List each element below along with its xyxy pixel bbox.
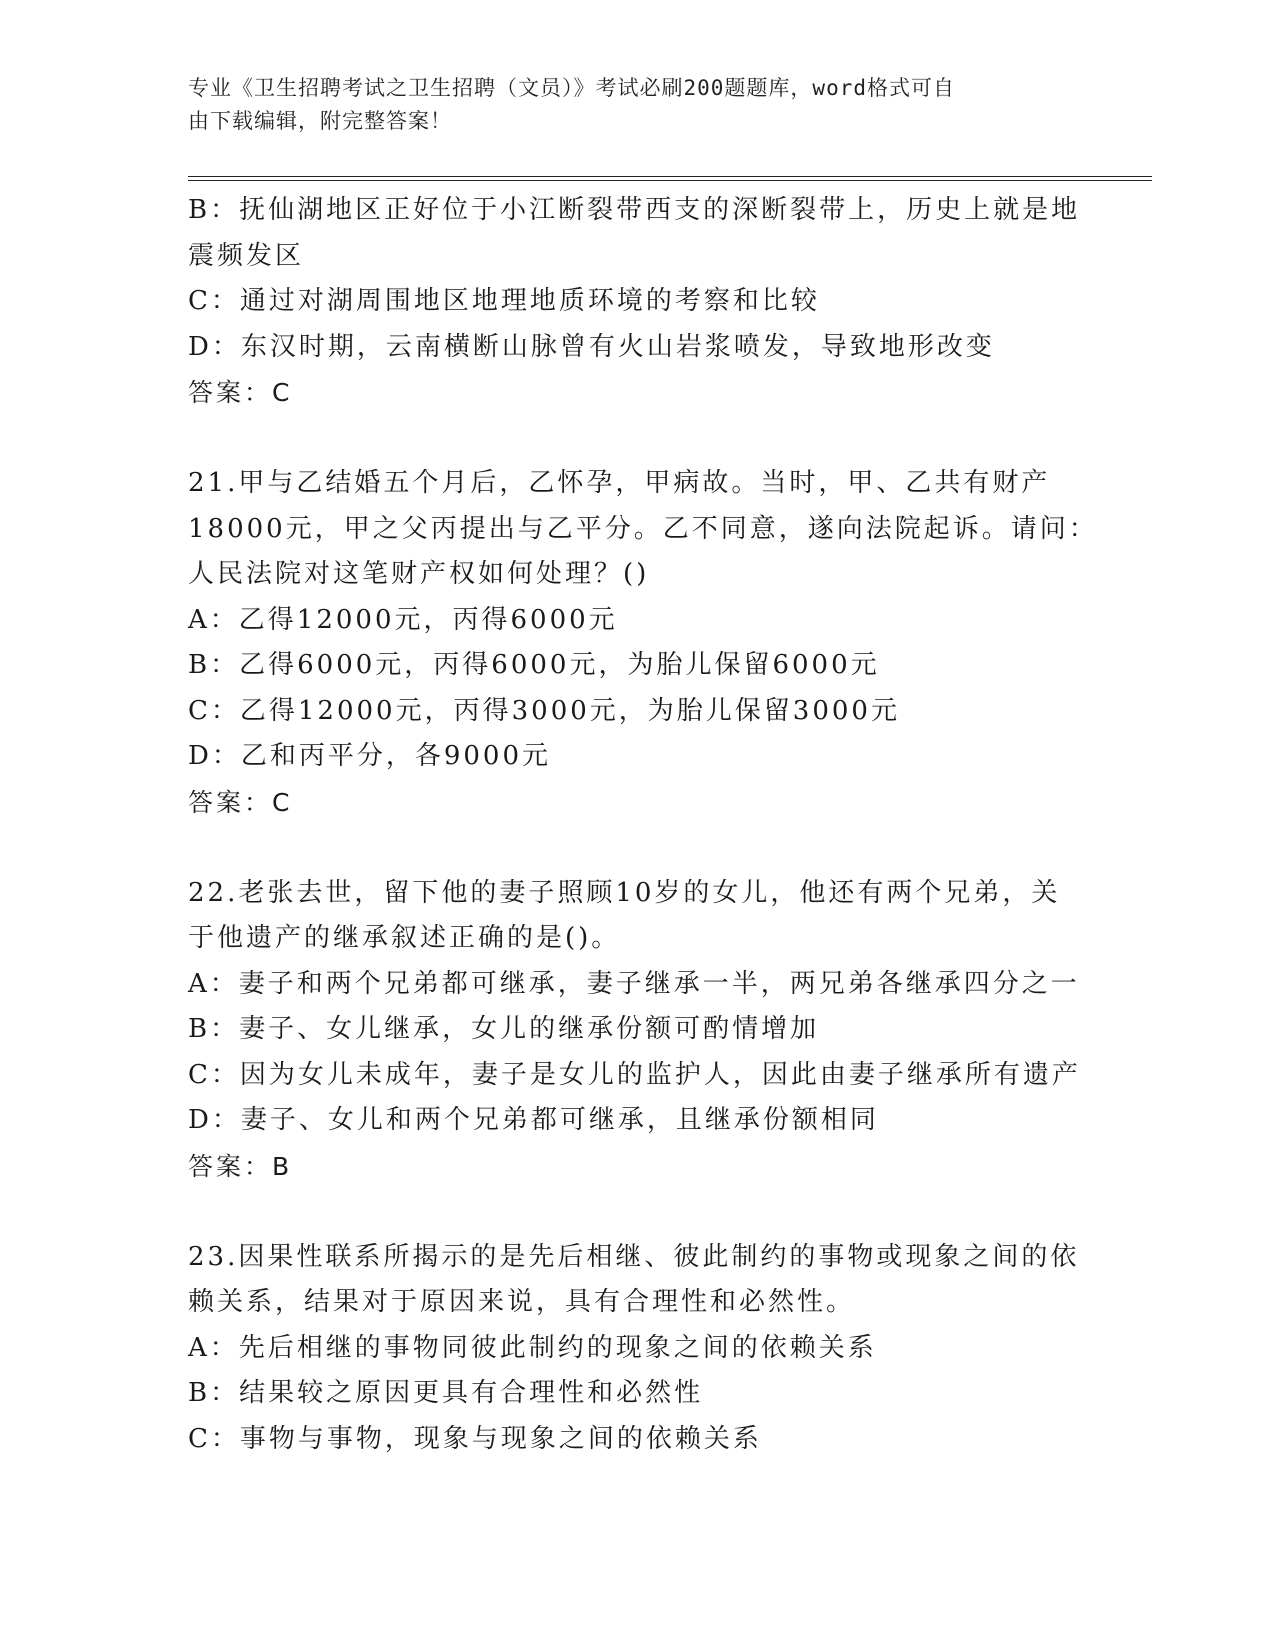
page-header xyxy=(188,72,1068,138)
rule-line-bottom xyxy=(188,180,1152,181)
answer-line: 答案：C xyxy=(188,378,293,407)
answer-line: 答案：B xyxy=(188,1151,293,1181)
question-text-line: 18000元，甲之父丙提出与乙平分。乙不同意，遂向法院起诉。请问： xyxy=(188,513,1098,544)
option-line: C：因为女儿未成年，妻子是女儿的监护人，因此由妻子继承所有遗产 xyxy=(188,1059,1081,1090)
option-line: D：妻子、女儿和两个兄弟都可继承，且继承份额相同 xyxy=(188,1105,879,1135)
option-line: C：事物与事物，现象与现象之间的依赖关系 xyxy=(188,1423,762,1454)
question-block xyxy=(188,1235,1088,1463)
question-block xyxy=(188,871,1088,1190)
header-line: 由下载编辑，附完整答案！ xyxy=(188,109,452,133)
option-line: B：妻子、女儿继承，女儿的继承份额可酌情增加 xyxy=(188,1014,820,1044)
option-line: B：结果较之原因更具有合理性和必然性 xyxy=(188,1378,704,1408)
option-line: B：乙得6000元，丙得6000元，为胎儿保留6000元 xyxy=(188,650,880,680)
question-text-line: 赖关系，结果对于原因来说，具有合理性和必然性。 xyxy=(188,1287,856,1317)
option-line: B：抚仙湖地区正好位于小江断裂带西支的深断裂带上，历史上就是地 xyxy=(188,195,1081,225)
question-list xyxy=(188,188,1098,1462)
rule-line-top xyxy=(188,176,1152,177)
spacer xyxy=(188,1189,1088,1235)
answer-line: 答案：C xyxy=(188,787,293,817)
header-line: 专业《卫生招聘考试之卫生招聘（文员）》考试必刷200题题库，word格式可自 xyxy=(188,76,955,100)
question-block xyxy=(188,461,1098,825)
question-text-line: 人民法院对这笔财产权如何处理？() xyxy=(188,559,650,589)
option-line: A：乙得12000元，丙得6000元 xyxy=(188,604,618,635)
question-text-line: 于他遗产的继承叙述正确的是()。 xyxy=(188,923,621,953)
option-line: 震频发区 xyxy=(188,240,305,271)
option-line: C：乙得12000元，丙得3000元，为胎儿保留3000元 xyxy=(188,695,900,726)
spacer xyxy=(188,416,1088,462)
question-block xyxy=(188,188,1088,416)
question-text-line: 23.因果性联系所揭示的是先后相继、彼此制约的事物或现象之间的依 xyxy=(188,1241,1080,1272)
option-line: A：先后相继的事物同彼此制约的现象之间的依赖关系 xyxy=(188,1332,877,1363)
spacer xyxy=(188,825,1088,871)
option-line: C：通过对湖周围地区地理地质环境的考察和比较 xyxy=(188,286,820,316)
question-text-line: 21.甲与乙结婚五个月后，乙怀孕，甲病故。当时，甲、乙共有财产 xyxy=(188,468,1051,498)
option-line: D：东汉时期，云南横断山脉曾有火山岩浆喷发，导致地形改变 xyxy=(188,331,995,362)
header-double-rule xyxy=(188,176,1152,182)
option-line: A：妻子和两个兄弟都可继承，妻子继承一半，两兄弟各继承四分之一 xyxy=(188,968,1080,999)
question-text-line: 22.老张去世，留下他的妻子照顾10岁的女儿，他还有两个兄弟，关 xyxy=(188,877,1061,908)
option-line: D：乙和丙平分，各9000元 xyxy=(188,741,552,771)
